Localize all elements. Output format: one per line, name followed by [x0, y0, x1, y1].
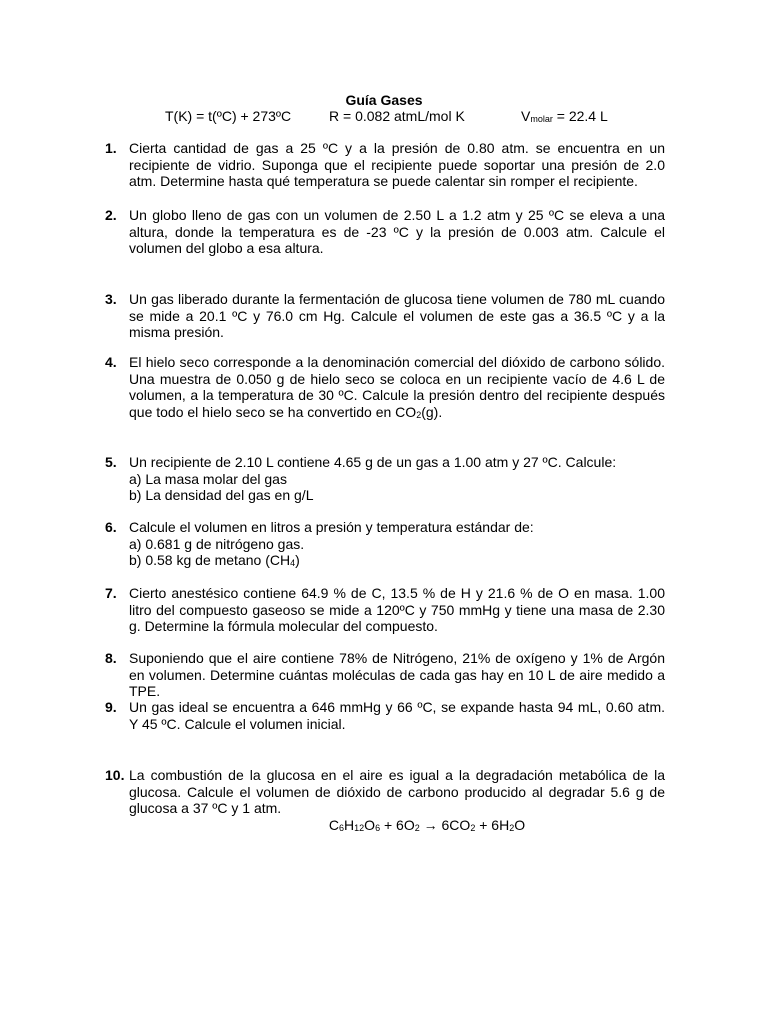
chemical-equation: $C_6H_{12}O_6 + 6O_2 \to 6CO_2 + 6H_2O$ [328, 816, 526, 833]
question-number: 5. [105, 454, 117, 470]
question-text: Suponiendo que el aire contiene 78% de Nitrógeno, 21% de oxígeno y 1% de Argón en volumen. Determine cuántas moléculas de cada gas hay en 10 L de aire medido a TPE. [129, 650, 665, 699]
question-text: Cierta cantidad de gas a 25 ºC y a la presión de 0.80 atm. se encuentra en un recipiente de vidrio. Suponga que el recipiente puede soportar una presión de 2.0 atm. Determine hasta qué temperatura se puede calentar sin romper el recipiente. [129, 140, 665, 189]
question-1 [105, 140, 665, 190]
question-10 [105, 767, 665, 833]
page-title: Guía Gases [345, 92, 423, 108]
question-number: 10. [105, 767, 125, 783]
gas-constant: R = 0.082 atmL/mol K [329, 108, 465, 124]
molar-volume: $V_{molar} = 22.4$ L [521, 108, 608, 124]
question-number: 8. [105, 650, 117, 666]
question-text: Un globo lleno de gas con un volumen de 2.50 L a 1.2 atm y 25 ºC se eleva a una altura, donde la temperatura es de -23 ºC y la presión de 0.003 atm. Calcule el volumen del globo a esa altura. [129, 207, 665, 256]
question-text: Un gas ideal se encuentra a 646 mmHg y 66 ºC, se expande hasta 94 mL, 0.60 atm. Y 45 ºC. Calcule el volumen inicial. [129, 699, 665, 732]
question-text: La combustión de la glucosa en el aire es igual a la degradación metabólica de la glucosa. Calcule el volumen de dióxido de carbono producido al degradar 5.6 g de glucosa a 37 ºC y 1 atm. [129, 767, 665, 816]
question-text: Cierto anestésico contiene 64.9 % de C, 13.5 % de H y 21.6 % de O en masa. 1.00 litro del compuesto gaseoso se mide a 120ºC y 750 mmHg y tiene una masa de 2.30 g. Determine la fórmula molecular del compuesto. [129, 585, 665, 634]
temperature-conversion: T(K) = t(ºC) + 273ºC [165, 108, 292, 124]
question-text: Calcule el volumen en litros a presión y temperatura estándar de: [129, 519, 534, 535]
question-number: 9. [105, 699, 117, 715]
question-4 [105, 354, 665, 420]
sub-question-a: a) La masa molar del gas [129, 470, 287, 487]
question-8 [105, 650, 665, 700]
question-6 [105, 519, 665, 569]
question-number: 2. [105, 207, 117, 223]
sub-question-a: a) 0.681 g de nitrógeno gas. [129, 535, 305, 552]
constants-line [0, 108, 768, 126]
question-2 [105, 207, 665, 257]
question-7 [105, 585, 665, 635]
reaction-arrow-icon: → [419, 816, 442, 833]
question-number: 3. [105, 291, 117, 307]
sub-question-b: b) La densidad del gas en g/L [129, 487, 314, 503]
question-number: 1. [105, 140, 117, 156]
question-5 [105, 454, 665, 504]
question-number: 7. [105, 585, 117, 601]
question-number: 6. [105, 519, 117, 535]
question-text: Un gas liberado durante la fermentación de glucosa tiene volumen de 780 mL cuando se mide a 20.1 ºC y 76.0 cm Hg. Calcule el volumen de este gas a 36.5 ºC y a la misma presión. [129, 291, 665, 340]
question-number: 4. [105, 354, 117, 370]
question-text: Un recipiente de 2.10 L contiene 4.65 g de un gas a 1.00 atm y 27 ºC. Calcule: [129, 454, 617, 470]
question-text: El hielo seco corresponde a la denominación comercial del dióxido de carbono sólido. Una muestra de 0.050 g de hielo seco se coloca en un recipiente vacío de 4.6 L de volumen, a la temperatura de 30 ºC. Calcule la presión dentro del recipiente después que todo el hielo seco se ha convertido en $CO_2(g)$. [129, 354, 665, 420]
question-9 [105, 699, 665, 732]
sub-question-b: b) 0.58 kg de metano $(CH_4)$ [129, 552, 300, 568]
question-3 [105, 291, 665, 341]
